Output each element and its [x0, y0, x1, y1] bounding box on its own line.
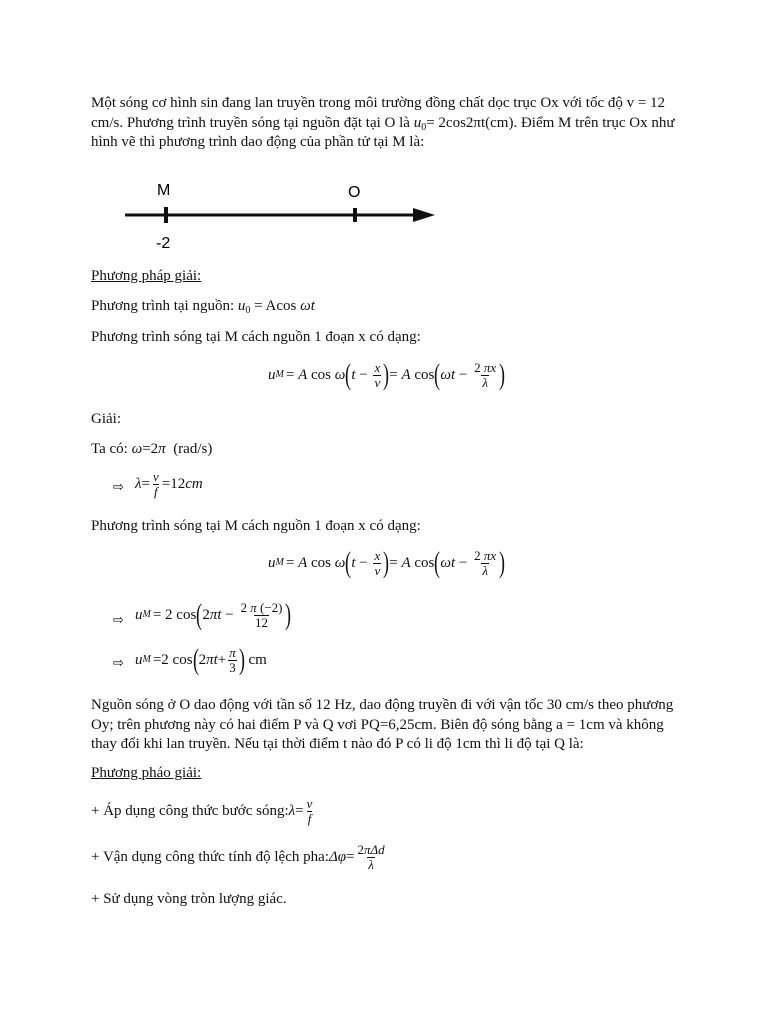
- uM-step1: u M = 2 cos ( 2 πt − $\frac{2 \pi (-2)}{12}$ ): [135, 598, 292, 631]
- wave-equation-1: u M = A cos ω ( t − $\frac{x}{v}$ ) = A cos ( ωt − $\frac{2 \pi x}{\lambda}$ ): [268, 358, 506, 391]
- axis-diagram: [120, 175, 450, 255]
- method1-heading: Phương pháp giải:: [91, 268, 202, 284]
- arrow-icon: ⇨: [113, 480, 124, 495]
- method2-step3: + Sử dụng vòng tròn lượng giác.: [91, 891, 287, 907]
- wave-eq-intro-1: Phương trình sóng tại M cách nguồn 1 đoạn x có dạng:: [91, 329, 421, 345]
- wave-equation-2: u M = A cos ω ( t − $\frac{x}{v}$ ) = A cos ( ωt − $\frac{2 \pi x}{\lambda}$ ): [268, 546, 506, 579]
- omega-line: Ta có: ω=2π (rad/s): [91, 441, 213, 457]
- uM-final: u M =2 cos ( 2 πt + $\frac{\pi}{3}$ ) cm: [135, 643, 267, 676]
- axis-arrow: [413, 208, 435, 222]
- solution-heading: Giải:: [91, 411, 121, 427]
- label-M: M: [157, 182, 171, 199]
- problem1-text: Một sóng cơ hình sin đang lan truyền trong môi trường đồng chất dọc trục Ox với tốc độ v = 12 cm/s. Phương trình truyền sóng tại nguồn đặt tại O là $u_0= 2\cos 2\pi t(cm)$. Điểm M trên trục Ox như hình vẽ thì phương trình dao động của phần tử tại M là:: [91, 95, 675, 150]
- problem2-text: Nguồn sóng ở O dao động với tần số 12 Hz, dao động truyền đi với vận tốc 30 cm/s theo phương Oy; trên phương này có hai điểm P và Q vơi PQ=6,25cm. Biên độ sóng bằng a = 1cm và không thay đổi khi lan truyền. Nếu tại thời điểm t nào đó P có li độ 1cm thì li độ tại Q là:: [91, 697, 674, 752]
- label-minus2: -2: [156, 235, 171, 252]
- method2-step2: + Vận dụng công thức tính độ lệch pha: Δφ = $\frac{\text{2πΔd}}{\lambda}$: [91, 842, 385, 872]
- arrow-icon: ⇨: [113, 613, 124, 628]
- arrow-icon: ⇨: [113, 656, 124, 671]
- method2-heading: Phương pháo giải:: [91, 765, 202, 781]
- label-O: O: [348, 184, 361, 201]
- lambda-equation: λ = $\frac{v}{f}$ =12 cm: [135, 469, 203, 499]
- method2-step1: + Áp dụng công thức bước sóng: λ = $\frac{v}{f}$: [91, 796, 313, 826]
- wave-eq-intro-2: Phương trình sóng tại M cách nguồn 1 đoạn x có dạng:: [91, 518, 421, 534]
- source-equation: Phương trình tại nguồn: $u_0 = Acos$ ωt: [91, 298, 315, 316]
